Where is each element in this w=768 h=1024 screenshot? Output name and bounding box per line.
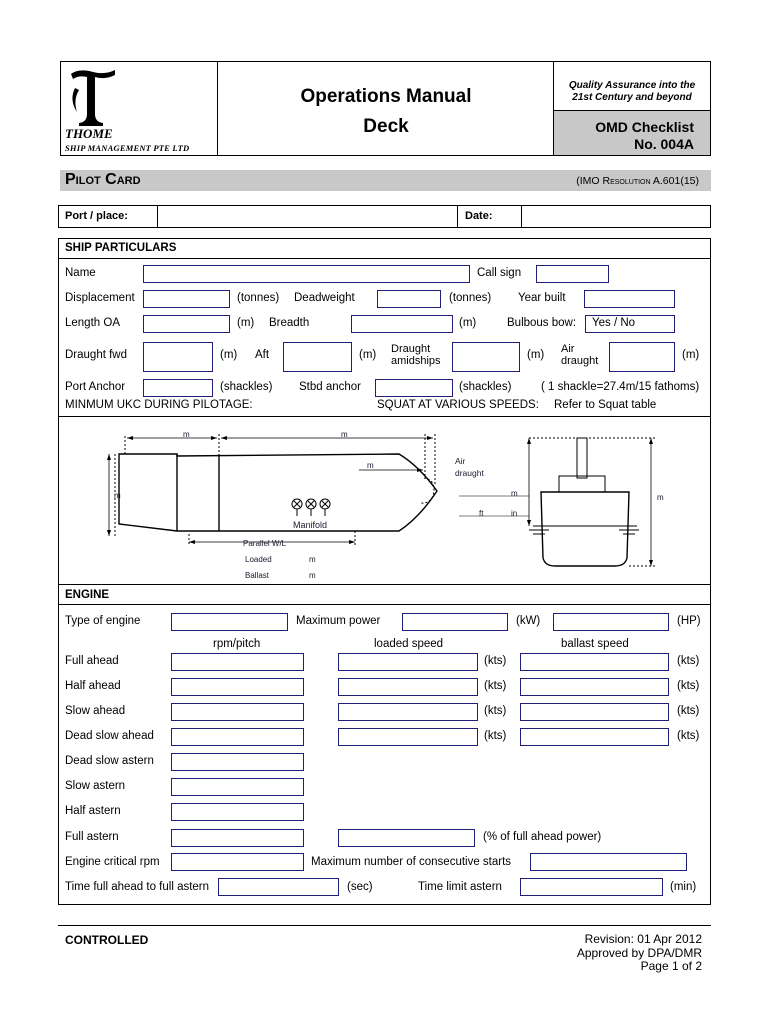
svg-text:m: m (309, 571, 316, 580)
dead-slow-ahead-label: Dead slow ahead (65, 730, 154, 742)
slow-ahead-loaded-field[interactable] (338, 703, 478, 721)
min-ukc-label: MINMUM UKC DURING PILOTAGE: (65, 399, 253, 411)
svg-text:m: m (114, 491, 121, 500)
breadth-field[interactable] (351, 315, 453, 333)
ship-particulars-heading: SHIP PARTICULARS (65, 242, 177, 254)
checklist-cell (554, 62, 710, 155)
squat-label: SQUAT AT VARIOUS SPEEDS: (377, 399, 539, 411)
dead-slow-ahead-ballast-field[interactable] (520, 728, 669, 746)
revision-date: Revision: 01 Apr 2012 (584, 932, 702, 946)
full-ahead-rpm-field[interactable] (171, 653, 304, 671)
dead-slow-astern-rpm-field[interactable] (171, 753, 304, 771)
m-unit: (m) (459, 317, 477, 329)
slow-ahead-ballast-field[interactable] (520, 703, 669, 721)
pct-full-ahead-unit: (% of full ahead power) (483, 831, 602, 843)
kts-unit: (kts) (484, 680, 507, 692)
kts-unit: (kts) (484, 705, 507, 717)
kw-unit: (kW) (516, 615, 541, 627)
footer-divider (58, 925, 711, 926)
dead-slow-astern-label: Dead slow astern (65, 755, 154, 767)
svg-text:m: m (309, 555, 316, 564)
pilot-card-title-bar (60, 170, 711, 191)
ballast-label: Ballast (245, 571, 270, 580)
bulbous-bow-value: Yes / No (592, 317, 636, 329)
m-unit: (m) (237, 317, 255, 329)
year-built-field[interactable] (584, 290, 675, 308)
half-astern-label: Half astern (65, 805, 121, 817)
omd-checklist-box (554, 110, 710, 155)
ft-label: ft (479, 509, 484, 518)
full-astern-label: Full astern (65, 831, 119, 843)
port-date-row (58, 205, 711, 228)
hp-unit: (HP) (677, 615, 701, 627)
company-subtitle: SHIP MANAGEMENT PTE LTD (65, 143, 190, 153)
max-starts-field[interactable] (530, 853, 687, 871)
thome-logo-icon (65, 66, 119, 128)
controlled-label: CONTROLLED (65, 933, 149, 947)
m-unit: (m) (527, 349, 545, 361)
svg-text:m: m (341, 430, 348, 439)
loaded-speed-header: loaded speed (374, 638, 444, 650)
pilot-card-title: Pilot Card (65, 171, 141, 188)
parallel-wl-label: Parallel W/L (243, 539, 287, 548)
tonnes-unit: (tonnes) (449, 292, 492, 304)
dead-slow-ahead-rpm-field[interactable] (171, 728, 304, 746)
draught-amidships-label: Draught amidships (391, 343, 441, 367)
slow-astern-rpm-field[interactable] (171, 778, 304, 796)
qa-line-1: Quality Assurance into the (568, 80, 696, 91)
name-label: Name (65, 267, 96, 279)
in-label: in (511, 509, 518, 518)
call-sign-label: Call sign (477, 267, 522, 279)
max-power-kw-field[interactable] (402, 613, 508, 631)
company-logo (61, 62, 218, 155)
half-ahead-loaded-field[interactable] (338, 678, 478, 696)
date-label: Date: (465, 210, 493, 222)
time-limit-astern-field[interactable] (520, 878, 663, 896)
shackles-unit: (shackles) (459, 381, 512, 393)
air-draught-label: draught (455, 468, 484, 478)
stbd-anchor-field[interactable] (375, 379, 453, 397)
qa-line-2: 21st Century and beyond (572, 92, 692, 103)
page-number: Page 1 of 2 (640, 959, 702, 973)
m-unit: (m) (220, 349, 238, 361)
m-unit: (m) (359, 349, 377, 361)
approved-by: Approved by DPA/DMR (576, 945, 702, 960)
call-sign-field[interactable] (536, 265, 609, 283)
svg-text:m: m (367, 461, 374, 470)
length-m-label: m (183, 430, 190, 439)
port-anchor-field[interactable] (143, 379, 213, 397)
full-ahead-ballast-field[interactable] (520, 653, 669, 671)
critical-rpm-field[interactable] (171, 853, 304, 871)
manual-title-cell (218, 62, 554, 155)
draught-fwd-field[interactable] (143, 342, 213, 372)
full-astern-rpm-field[interactable] (171, 829, 304, 847)
omd-title: OMD Checklist (595, 119, 694, 135)
max-starts-label: Maximum number of consecutive starts (311, 856, 512, 868)
slow-astern-label: Slow astern (65, 780, 126, 792)
shackle-note: ( 1 shackle=27.4m/15 fathoms) (541, 381, 700, 393)
kts-unit: (kts) (677, 680, 700, 692)
kts-unit: (kts) (677, 705, 700, 717)
squat-reference: Refer to Squat table (554, 399, 657, 411)
deadweight-label: Deadweight (294, 292, 355, 304)
displacement-label: Displacement (65, 292, 135, 304)
sec-unit: (sec) (347, 881, 373, 893)
half-astern-rpm-field[interactable] (171, 803, 304, 821)
ballast-speed-header: ballast speed (561, 638, 629, 650)
port-anchor-label: Port Anchor (65, 381, 126, 393)
shackles-unit: (shackles) (220, 381, 273, 393)
company-name: THOME (65, 126, 113, 141)
time-limit-astern-label: Time limit astern (418, 881, 502, 893)
air-draught-label: Air draught (561, 343, 599, 367)
kts-unit: (kts) (677, 730, 700, 742)
document-header (60, 61, 711, 156)
tonnes-unit: (tonnes) (237, 292, 280, 304)
air-label: Air (455, 456, 466, 466)
name-field[interactable] (143, 265, 470, 283)
slow-ahead-rpm-field[interactable] (171, 703, 304, 721)
type-of-engine-label: Type of engine (65, 615, 141, 627)
m-unit: (m) (682, 349, 700, 361)
breadth-label: Breadth (269, 317, 310, 329)
half-ahead-ballast-field[interactable] (520, 678, 669, 696)
displacement-field[interactable] (143, 290, 230, 308)
half-ahead-rpm-field[interactable] (171, 678, 304, 696)
min-unit: (min) (670, 881, 697, 893)
draught-amidships-field[interactable] (452, 342, 520, 372)
loaded-label: Loaded (245, 555, 272, 564)
type-of-engine-field[interactable] (171, 613, 288, 631)
time-full-ahead-astern-label: Time full ahead to full astern (65, 881, 210, 893)
port-input[interactable] (158, 206, 515, 227)
max-power-label: Maximum power (296, 615, 381, 627)
time-full-ahead-astern-field[interactable] (218, 878, 339, 896)
date-input[interactable] (522, 206, 710, 227)
manual-title: Operations Manual (300, 86, 472, 107)
stbd-anchor-label: Stbd anchor (299, 381, 362, 393)
svg-text:m: m (511, 489, 518, 498)
full-astern-power-field[interactable] (338, 829, 475, 847)
bulbous-bow-label: Bulbous bow: (507, 317, 577, 329)
air-draught-field[interactable] (609, 342, 675, 372)
deadweight-field[interactable] (377, 290, 441, 308)
imo-reference: (IMO Resolution A.601(15) (576, 175, 699, 187)
revision-block (460, 933, 702, 974)
manifold-label: Manifold (293, 520, 328, 530)
half-ahead-label: Half ahead (65, 680, 121, 692)
length-oa-label: Length OA (65, 317, 120, 329)
dead-slow-ahead-loaded-field[interactable] (338, 728, 478, 746)
slow-ahead-label: Slow ahead (65, 705, 126, 717)
omd-number: No. 004A (634, 136, 694, 152)
qa-slogan (554, 80, 710, 104)
critical-rpm-label: Engine critical rpm (65, 856, 160, 868)
svg-text:m: m (657, 493, 664, 502)
full-ahead-label: Full ahead (65, 655, 119, 667)
port-label: Port / place: (65, 210, 128, 222)
manual-subtitle: Deck (363, 116, 409, 137)
rpm-pitch-header: rpm/pitch (213, 638, 261, 650)
max-power-hp-field[interactable] (553, 613, 669, 631)
draught-aft-field[interactable] (283, 342, 352, 372)
kts-unit: (kts) (677, 655, 700, 667)
year-built-label: Year built (518, 292, 566, 304)
draught-fwd-label: Draught fwd (65, 349, 128, 361)
length-oa-field[interactable] (143, 315, 230, 333)
kts-unit: (kts) (484, 730, 507, 742)
bulbous-bow-field[interactable] (585, 315, 675, 333)
full-ahead-loaded-field[interactable] (338, 653, 478, 671)
aft-label: Aft (255, 349, 270, 361)
engine-heading: ENGINE (65, 589, 110, 601)
kts-unit: (kts) (484, 655, 507, 667)
ship-dimension-diagram (59, 416, 710, 584)
